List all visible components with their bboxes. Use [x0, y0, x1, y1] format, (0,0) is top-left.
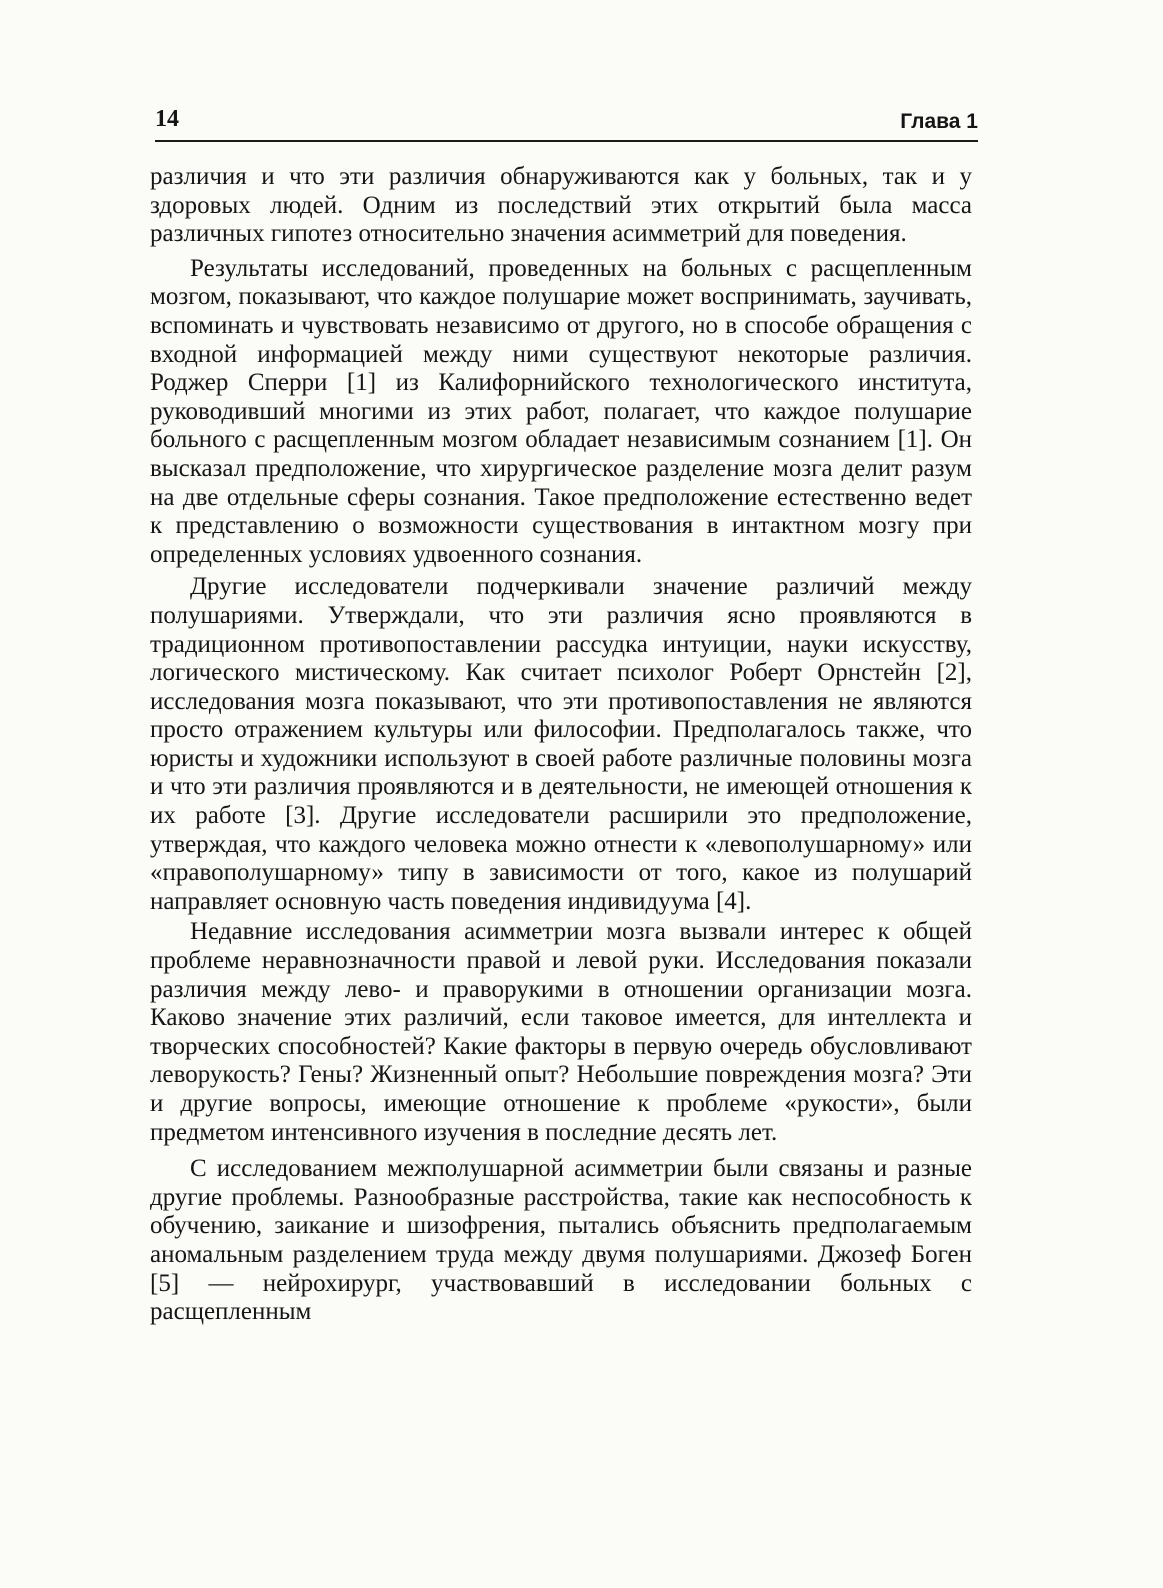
paragraph-continued: различия и что эти различия обнаруживаются как у больных, так и у здоровых людей. Одним из последствий этих открытий была масса различных гипотез относительно значения асимметрий для поведения.	[150, 163, 972, 248]
paragraph-hemisphere-differences: Другие исследователи подчеркивали значение различий между полушариями. Утверждали, что эти различия ясно проявляются в традиционном противопоставлении рассудка интуиции, науки искусству, логического мистическому. Как считает психолог Роберт Орнстейн [2], исследования мозга показывают, что эти противопоставления не являются просто отражением культуры или философии. Предполагалось также, что юристы и художники используют в своей работе различные половины мозга и что эти различия проявляются и в деятельности, не имеющей отношения к их работе [3]. Другие исследователи расширили это предположение, утверждая, что каждого человека можно отнести к «левополушарному» или «правополушарному» типу в зависимости от того, какое из полушарий направляет основную часть поведения индивидуума [4].	[150, 573, 972, 915]
paragraph-handedness: Недавние исследования асимметрии мозга вызвали интерес к общей проблеме неравнозначности правой и левой руки. Исследования показали различия между лево- и праворукими в отношении организации мозга. Каково значение этих различий, если таковое имеется, для интеллекта и творческих способностей? Какие факторы в первую очередь обусловливают леворукость? Гены? Жизненный опыт? Небольшие повреждения мозга? Эти и другие вопросы, имеющие отношение к проблеме «рукости», были предметом интенсивного изучения в последние десять лет.	[150, 918, 972, 1146]
header-rule	[155, 140, 978, 142]
page-number: 14	[155, 106, 179, 132]
body-text	[150, 163, 972, 1327]
paragraph-other-problems: С исследованием межполушарной асимметрии были связаны и разные другие проблемы. Разнообразные расстройства, такие как неспособность к обучению, заикание и шизофрения, пытались объяснить предполагаемым аномальным разделением труда между двумя полушариями. Джозеф Боген [5] — нейрохирург, участвовавший в исследовании больных с расщепленным	[150, 1155, 972, 1326]
paragraph-split-brain-results: Результаты исследований, проведенных на больных с расщепленным мозгом, показывают, что каждое полушарие может воспринимать, заучивать, вспоминать и чувствовать независимо от другого, но в способе обращения с входной информацией между ними существуют некоторые различия. Роджер Сперри [1] из Калифорнийского технологического института, руководивший многими из этих работ, полагает, что каждое полушарие больного с расщепленным мозгом обладает независимым сознанием [1]. Он высказал предположение, что хирургическое разделение мозга делит разум на две отдельные сферы сознания. Такое предположение естественно ведет к представлению о возможности существования в интактном мозгу при определенных условиях удвоенного сознания.	[150, 254, 972, 568]
chapter-title: Глава 1	[900, 110, 978, 133]
running-head	[155, 104, 978, 140]
